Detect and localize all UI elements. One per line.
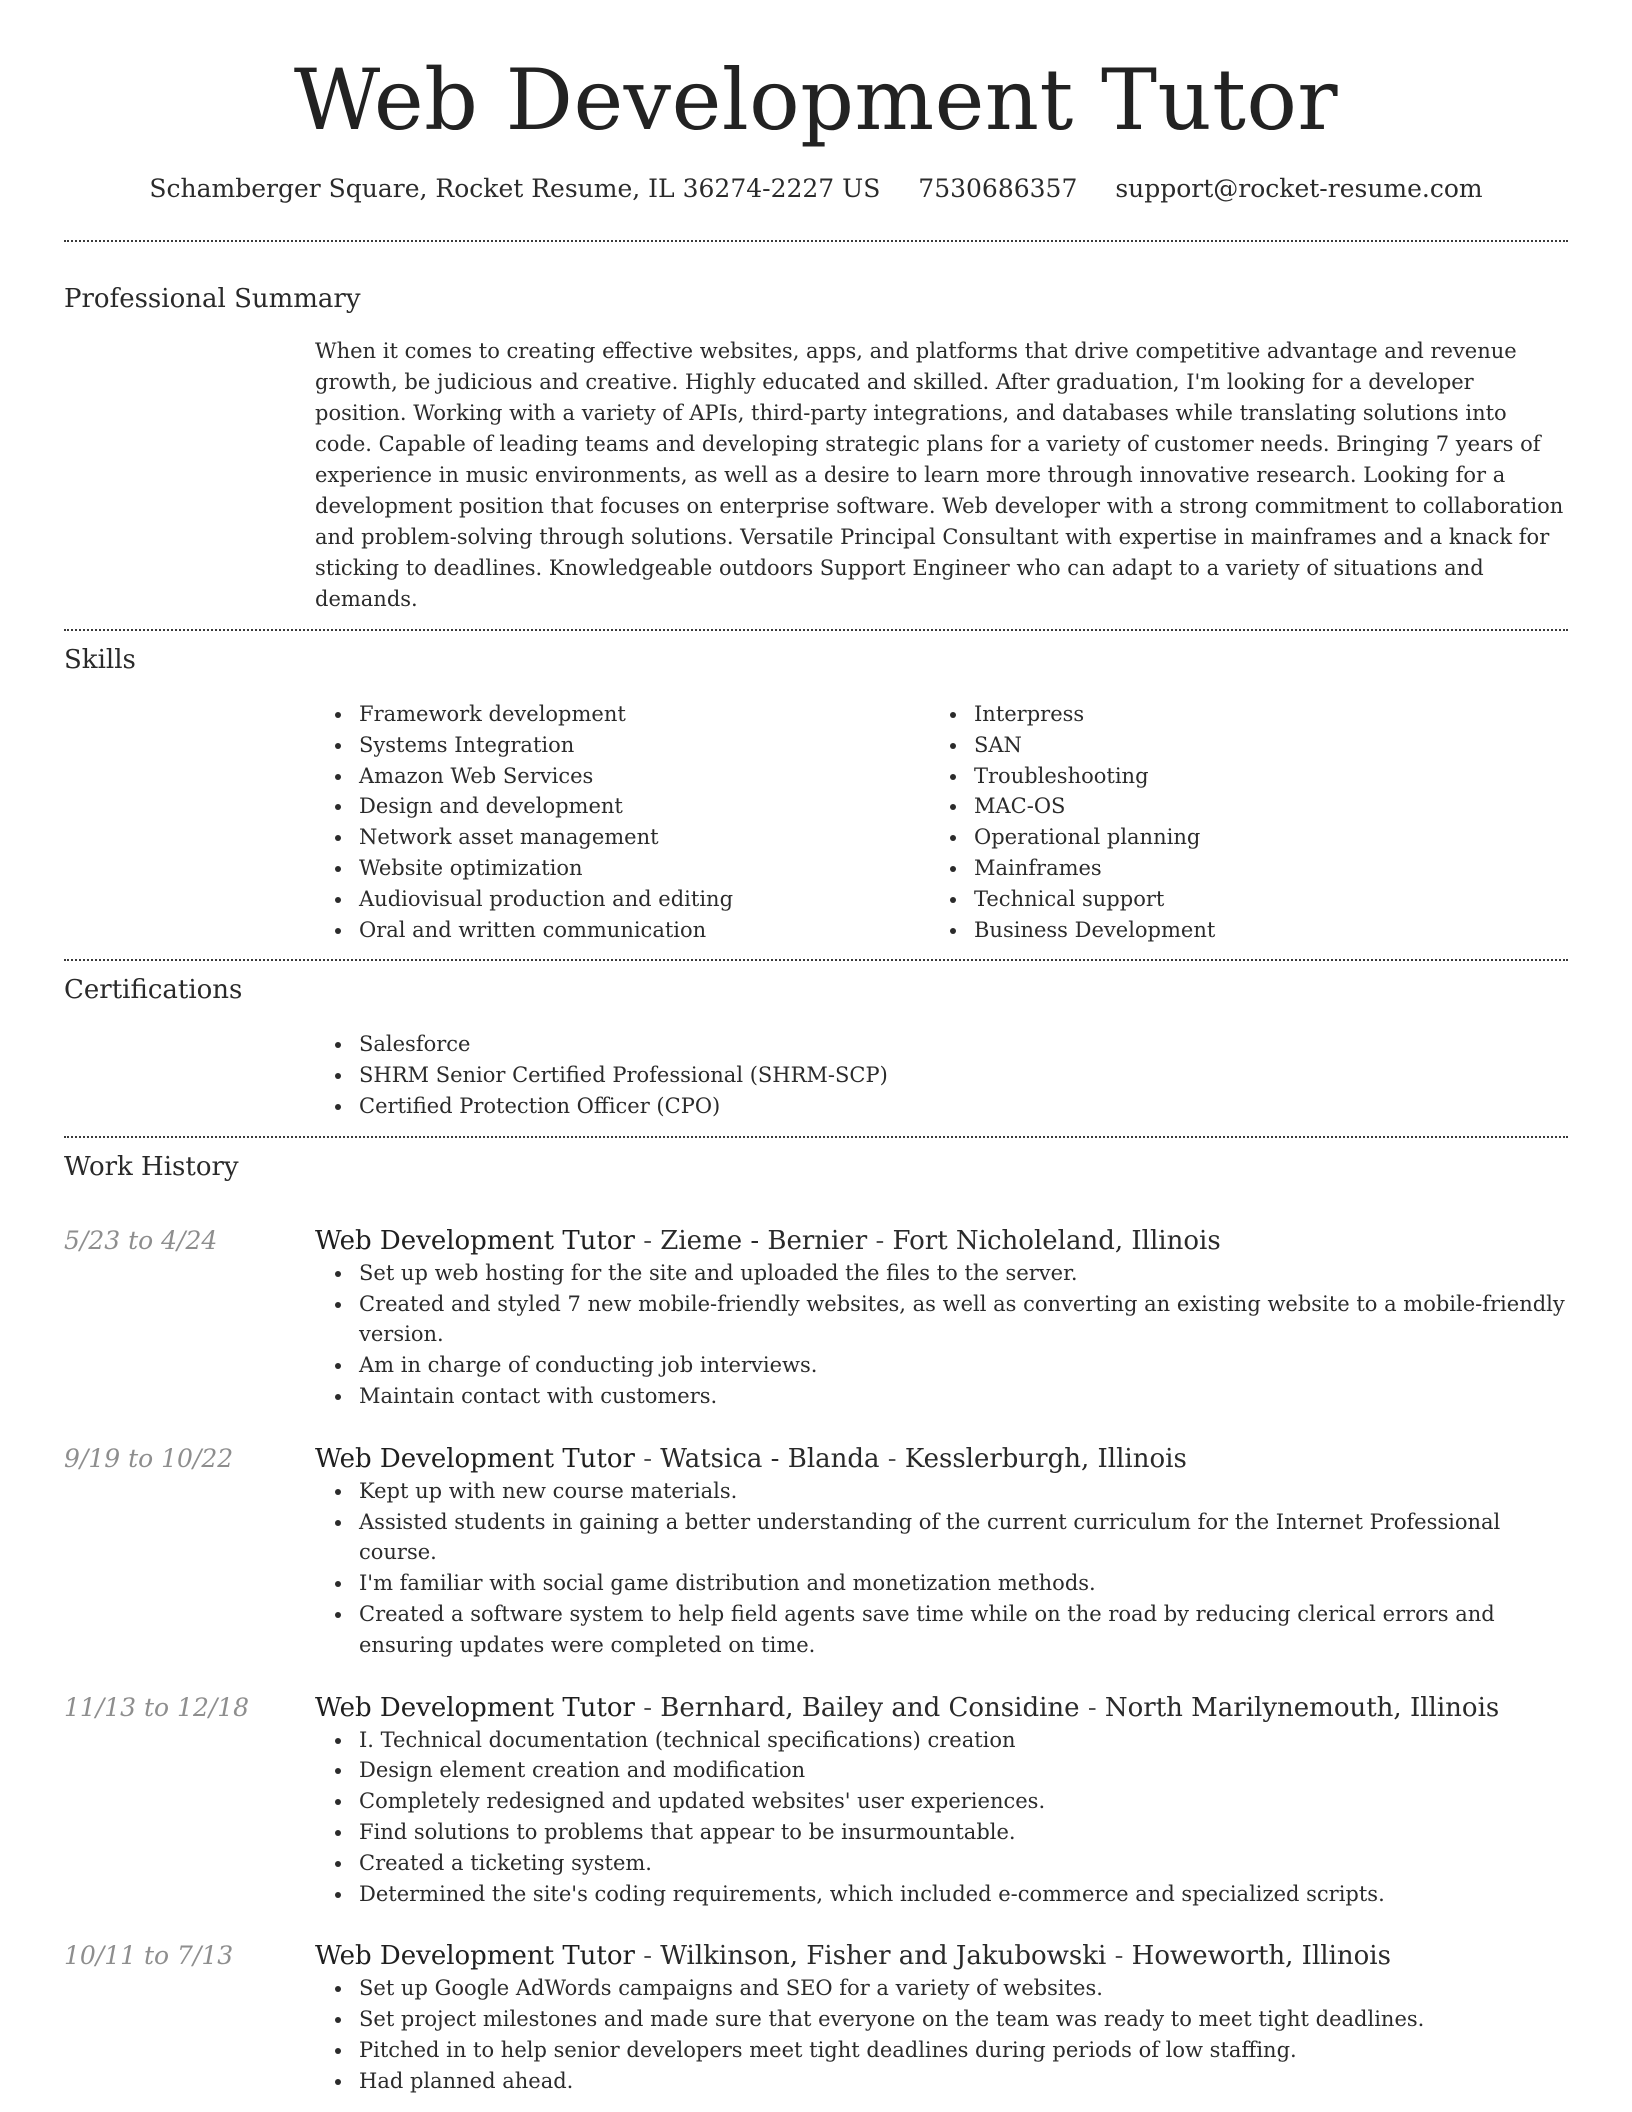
work-history-heading: Work History bbox=[64, 1151, 239, 1182]
skills-list-left bbox=[315, 699, 930, 945]
job-entry bbox=[64, 1939, 1568, 2096]
job-header bbox=[315, 1442, 1568, 1476]
job-separator: - bbox=[634, 1692, 661, 1723]
job-duty: Design element creation and modification bbox=[359, 1755, 1568, 1786]
skill-item: Website optimization bbox=[359, 853, 930, 884]
job-location: Fort Nicholeland, Illinois bbox=[892, 1225, 1221, 1256]
job-title: Web Development Tutor bbox=[315, 1443, 635, 1474]
job-duty: Set project milestones and made sure that everyone on the team was ready to meet tight deadlines. bbox=[359, 2004, 1568, 2035]
skills-section bbox=[64, 643, 1568, 945]
skill-item: Interpress bbox=[974, 699, 1545, 730]
certification-item: Salesforce bbox=[359, 1029, 1568, 1060]
job-duty: Determined the site's coding requirements, which included e-commerce and specialized scripts. bbox=[359, 1879, 1568, 1910]
job-separator: - bbox=[867, 1225, 893, 1256]
job-separator: - bbox=[879, 1443, 905, 1474]
job-duty: Pitched in to help senior developers meet tight deadlines during periods of low staffing. bbox=[359, 2035, 1568, 2066]
skills-column-left bbox=[315, 699, 930, 945]
summary-divider bbox=[64, 629, 1568, 631]
summary-section bbox=[64, 282, 1568, 615]
job-location: North Marilynemouth, Illinois bbox=[1104, 1692, 1500, 1723]
job-company: Watsica - Blanda bbox=[660, 1443, 880, 1474]
job-duty: Maintain contact with customers. bbox=[359, 1381, 1568, 1412]
job-separator: - bbox=[634, 1225, 661, 1256]
job-entry bbox=[64, 1691, 1568, 1910]
contact-address: Schamberger Square, Rocket Resume, IL 36274-2227 US bbox=[149, 174, 881, 203]
skills-grid bbox=[315, 699, 1568, 945]
job-company: Wilkinson, Fisher and Jakubowski bbox=[660, 1941, 1107, 1972]
job-details bbox=[315, 1691, 1568, 1910]
job-duties bbox=[315, 1973, 1568, 2096]
job-company: Bernhard, Bailey and Considine bbox=[660, 1692, 1080, 1723]
job-dates: 5/23 to 4/24 bbox=[64, 1225, 218, 1255]
skill-item: Audiovisual production and editing bbox=[359, 884, 930, 915]
job-details bbox=[315, 1442, 1568, 1661]
job-duty: Assisted students in gaining a better understanding of the current curriculum for the Internet Professional course. bbox=[359, 1507, 1568, 1569]
job-entry bbox=[64, 1224, 1568, 1412]
skill-item: Amazon Web Services bbox=[359, 761, 930, 792]
contact-line bbox=[64, 172, 1568, 206]
skill-item: Technical support bbox=[974, 884, 1545, 915]
job-duty: Had planned ahead. bbox=[359, 2066, 1568, 2097]
job-separator: - bbox=[1106, 1941, 1132, 1972]
job-separator: - bbox=[634, 1443, 661, 1474]
skill-item: Design and development bbox=[359, 791, 930, 822]
certification-item: Certified Protection Officer (CPO) bbox=[359, 1091, 1568, 1122]
skills-heading: Skills bbox=[64, 645, 136, 675]
job-duty: Created a ticketing system. bbox=[359, 1848, 1568, 1879]
job-duty: I'm familiar with social game distribution and monetization methods. bbox=[359, 1568, 1568, 1599]
job-duty: Created and styled 7 new mobile-friendly websites, as well as converting an existing website to a mobile-friendly version. bbox=[359, 1289, 1568, 1351]
certifications-list bbox=[315, 1029, 1568, 1121]
job-duty: Am in charge of conducting job interviews. bbox=[359, 1350, 1568, 1381]
job-separator: - bbox=[634, 1941, 661, 1972]
job-header bbox=[315, 1691, 1568, 1725]
skill-item: SAN bbox=[974, 730, 1545, 761]
summary-text: When it comes to creating effective websites, apps, and platforms that drive competitive advantage and revenue growth, be judicious and creative. Highly educated and skilled. After graduation, I'm looking for a developer position. Working with a variety of APIs, third-party integrations, and databases while translating solutions into code. Capable of leading teams and developing strategic plans for a variety of customer needs. Bringing 7 years of experience in music environments, as well as a desire to learn more through innovative research. Looking for a development position that focuses on enterprise software. Web developer with a strong commitment to collaboration and problem-solving through solutions. Versatile Principal Consultant with expertise in mainframes and a knack for sticking to deadlines. Knowledgeable outdoors Support Engineer who can adapt to a variety of situations and demands. bbox=[315, 339, 1564, 611]
work-history-section bbox=[64, 1150, 1568, 2097]
job-duty: Set up Google AdWords campaigns and SEO for a variety of websites. bbox=[359, 1973, 1568, 2004]
skills-list-right bbox=[930, 699, 1545, 945]
job-details bbox=[315, 1939, 1568, 2096]
job-duty: Set up web hosting for the site and uploaded the files to the server. bbox=[359, 1258, 1568, 1289]
contact-phone: 7530686357 bbox=[918, 174, 1078, 203]
job-duty: Created a software system to help field agents save time while on the road by reducing clerical errors and ensuring updates were completed on time. bbox=[359, 1599, 1568, 1661]
job-title: Web Development Tutor bbox=[315, 1941, 635, 1972]
skill-item: Business Development bbox=[974, 915, 1545, 946]
certifications-body bbox=[315, 1029, 1568, 1121]
header-divider bbox=[64, 240, 1568, 242]
job-duties bbox=[315, 1476, 1568, 1661]
job-duties bbox=[315, 1258, 1568, 1412]
skill-item: Systems Integration bbox=[359, 730, 930, 761]
skill-item: MAC-OS bbox=[974, 791, 1545, 822]
contact-email: support@rocket-resume.com bbox=[1115, 174, 1483, 203]
job-duty: I. Technical documentation (technical specifications) creation bbox=[359, 1725, 1568, 1756]
job-company: Zieme - Bernier bbox=[660, 1225, 868, 1256]
job-duty: Kept up with new course materials. bbox=[359, 1476, 1568, 1507]
job-details bbox=[315, 1224, 1568, 1412]
job-dates: 11/13 to 12/18 bbox=[64, 1692, 250, 1722]
skill-item: Troubleshooting bbox=[974, 761, 1545, 792]
job-duties bbox=[315, 1725, 1568, 1910]
summary-heading: Professional Summary bbox=[64, 284, 361, 314]
job-dates: 9/19 to 10/22 bbox=[64, 1443, 234, 1473]
certifications-heading: Certifications bbox=[64, 975, 243, 1006]
skills-column-right bbox=[930, 699, 1545, 945]
skill-item: Operational planning bbox=[974, 822, 1545, 853]
job-duty: Find solutions to problems that appear to be insurmountable. bbox=[359, 1817, 1568, 1848]
skill-item: Oral and written communication bbox=[359, 915, 930, 946]
job-separator: - bbox=[1079, 1692, 1105, 1723]
job-header bbox=[315, 1939, 1568, 1973]
certifications-divider bbox=[64, 1136, 1568, 1138]
job-title: Web Development Tutor bbox=[315, 1225, 635, 1256]
job-title: Web Development Tutor bbox=[315, 1692, 635, 1723]
job-location: Kesslerburgh, Illinois bbox=[904, 1443, 1187, 1474]
job-entry bbox=[64, 1442, 1568, 1661]
job-location: Howeworth, Illinois bbox=[1131, 1941, 1391, 1972]
skill-item: Framework development bbox=[359, 699, 930, 730]
job-dates: 10/11 to 7/13 bbox=[64, 1941, 234, 1971]
certifications-section bbox=[64, 973, 1568, 1121]
job-duty: Completely redesigned and updated websites' user experiences. bbox=[359, 1786, 1568, 1817]
skills-divider bbox=[64, 959, 1568, 961]
job-header bbox=[315, 1224, 1568, 1258]
resume-title: Web Development Tutor bbox=[293, 51, 1339, 149]
skill-item: Mainframes bbox=[974, 853, 1545, 884]
skill-item: Network asset management bbox=[359, 822, 930, 853]
certification-item: SHRM Senior Certified Professional (SHRM-SCP) bbox=[359, 1060, 1568, 1091]
